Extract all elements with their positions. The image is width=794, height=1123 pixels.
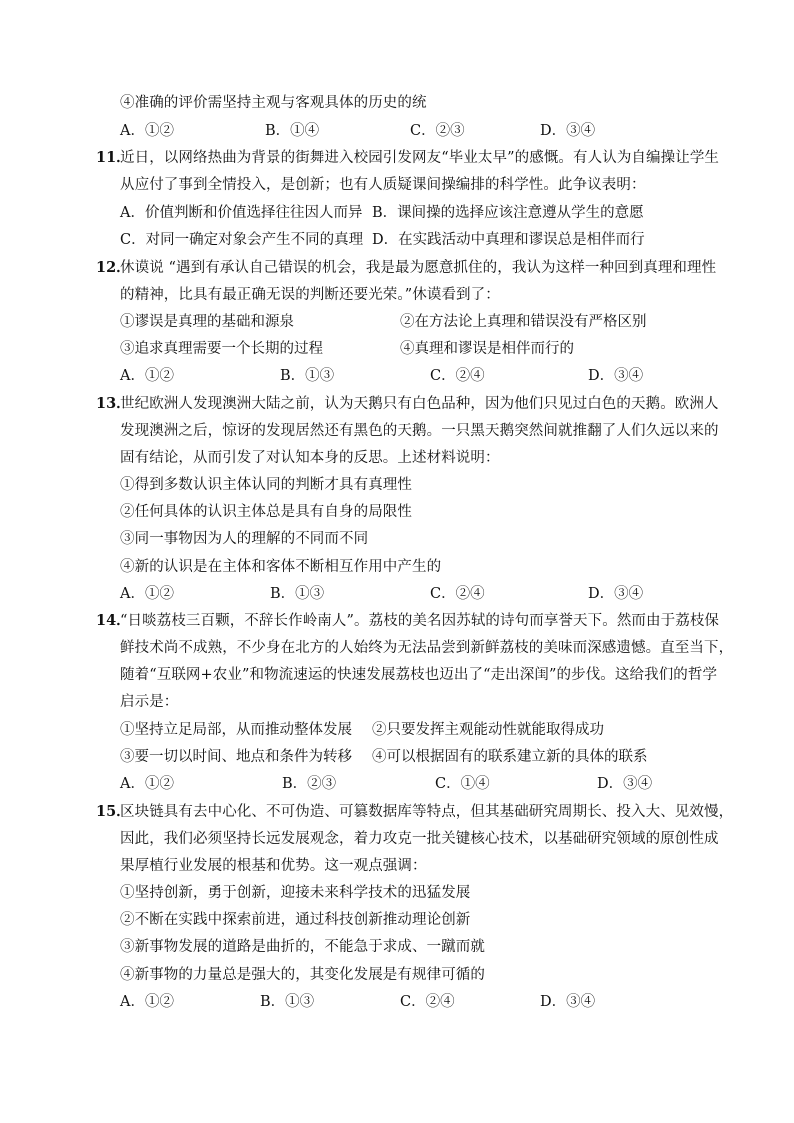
q11-stem-line-2: 从应付了事到全情投入，是创新；也有人质疑课间操编排的科学性。此争议表明：	[120, 177, 646, 193]
question-number-15: 15．	[96, 803, 131, 820]
question-number-12: 12．	[96, 259, 131, 276]
q11-option-d: D．在实践活动中真理和谬误总是相伴而行	[372, 232, 645, 248]
q11-option-b: B．课间操的选择应该注意遵从学生的意愿	[372, 205, 644, 221]
q13-item-1: ①得到多数认识主体认同的判断才具有真理性	[120, 477, 412, 493]
q12-option-b: B．①③	[280, 368, 335, 384]
q12-item-2: ②在方法论上真理和错误没有严格区别	[400, 314, 647, 330]
q14-stem-line-3: 随着“互联网+农业”和物流速运的快速发展荔枝也迈出了“走出深闺”的步伐。这给我们的哲学	[120, 667, 718, 683]
q14-item-4: ④可以根据固有的联系建立新的具体的联系	[372, 749, 648, 765]
q15-option-d: D．③④	[540, 994, 596, 1010]
q14-item-3: ③要一切以时间、地点和条件为转移	[120, 749, 352, 765]
q13-option-a: A．①②	[120, 586, 174, 602]
q12-option-c: C．②④	[430, 368, 485, 384]
option-d: D．③④	[540, 123, 596, 139]
q13-item-4: ④新的认识是在主体和客体不断相互作用中产生的	[120, 559, 442, 575]
q13-stem-line-3: 固有结论，从而引发了对认知本身的反思。上述材料说明：	[120, 450, 500, 466]
q14-item-1: ①坚持立足局部，从而推动整体发展	[120, 722, 352, 738]
q15-stem-line-2: 因此，我们必须坚持长远发展观念，着力攻克一批关键核心技术，以基础研究领域的原创性成	[120, 831, 719, 847]
q13-item-2: ②任何具体的认识主体总是具有自身的局限性	[120, 504, 412, 520]
q11-option-c: C．对同一确定对象会产生不同的真理	[120, 232, 364, 248]
q14-option-d: D．③④	[597, 776, 653, 792]
q11-stem-line-1: 近日，以网络热曲为背景的街舞进入校园引发网友“毕业太早”的感慨。有人认为自编操让学生	[120, 150, 720, 166]
q12-option-d: D．③④	[588, 368, 644, 384]
q14-item-2: ②只要发挥主观能动性就能取得成功	[372, 722, 604, 738]
q12-option-a: A．①②	[120, 368, 174, 384]
question-number-11: 11．	[96, 149, 131, 166]
q11-option-a: A．价值判断和价值选择往往因人而异	[120, 205, 363, 221]
q14-stem-line-4: 启示是：	[120, 694, 179, 710]
q15-stem-line-3: 果厚植行业发展的根基和优势。这一观点强调：	[120, 858, 427, 874]
question-number-14: 14．	[96, 612, 131, 629]
q14-stem-line-2: 鲜技术尚不成熟，不少身在北方的人始终为无法品尝到新鲜荔枝的美味而深感遗憾。直至当下，	[120, 640, 734, 656]
q15-item-4: ④新事物的力量总是强大的，其变化发展是有规律可循的	[120, 967, 485, 983]
q15-option-b: B．①③	[260, 994, 315, 1010]
q15-option-a: A．①②	[120, 994, 174, 1010]
q15-stem-line-1: 区块链具有去中心化、不可伪造、可篡数据库等特点，但其基础研究周期长、投入大、见效慢，	[120, 804, 734, 820]
question-number-13: 13．	[96, 395, 131, 412]
q12-stem-line-2: 的精神，比具有最正确无误的判断还要光荣。”休谟看到了：	[120, 287, 500, 303]
q13-stem-line-2: 发现澳洲之后，惊讶的发现居然还有黑色的天鹅。一只黑天鹅突然间就推翻了人们久远以来的	[120, 423, 719, 439]
option-b: B．①④	[265, 123, 320, 139]
q14-option-c: C．①④	[435, 776, 490, 792]
q12-item-3: ③追求真理需要一个长期的过程	[120, 341, 323, 357]
q13-stem-line-1: 世纪欧洲人发现澳洲大陆之前，认为天鹅只有白色品种，因为他们只见过白色的天鹅。欧洲人	[120, 396, 719, 412]
q14-option-b: B．②③	[282, 776, 337, 792]
prev-question-item-4: ④准确的评价需坚持主观与客观具体的历史的统	[120, 95, 427, 111]
q13-option-c: C．②④	[430, 586, 485, 602]
q13-item-3: ③同一事物因为人的理解的不同而不同	[120, 531, 369, 547]
option-a: A．①②	[120, 123, 174, 139]
q13-option-b: B．①③	[270, 586, 325, 602]
option-c: C．②③	[410, 123, 465, 139]
q12-stem-line-1: 休谟说 “遇到有承认自己错误的机会，我是最为愿意抓住的，我认为这样一种回到真理和理性	[120, 260, 717, 276]
q12-item-1: ①谬误是真理的基础和源泉	[120, 314, 294, 330]
q15-item-1: ①坚持创新，勇于创新，迎接未来科学技术的迅猛发展	[120, 885, 471, 901]
q15-item-3: ③新事物发展的道路是曲折的，不能急于求成、一蹴而就	[120, 939, 485, 955]
q15-item-2: ②不断在实践中探索前进，通过科技创新推动理论创新	[120, 912, 471, 928]
q15-option-c: C．②④	[400, 994, 455, 1010]
q13-option-d: D．③④	[588, 586, 644, 602]
q12-item-4: ④真理和谬误是相伴而行的	[400, 341, 574, 357]
q14-option-a: A．①②	[120, 776, 174, 792]
q14-stem-line-1: “日啖荔枝三百颗，不辞长作岭南人”。荔枝的美名因苏轼的诗句而享誉天下。然而由于荔枝保	[120, 613, 720, 629]
